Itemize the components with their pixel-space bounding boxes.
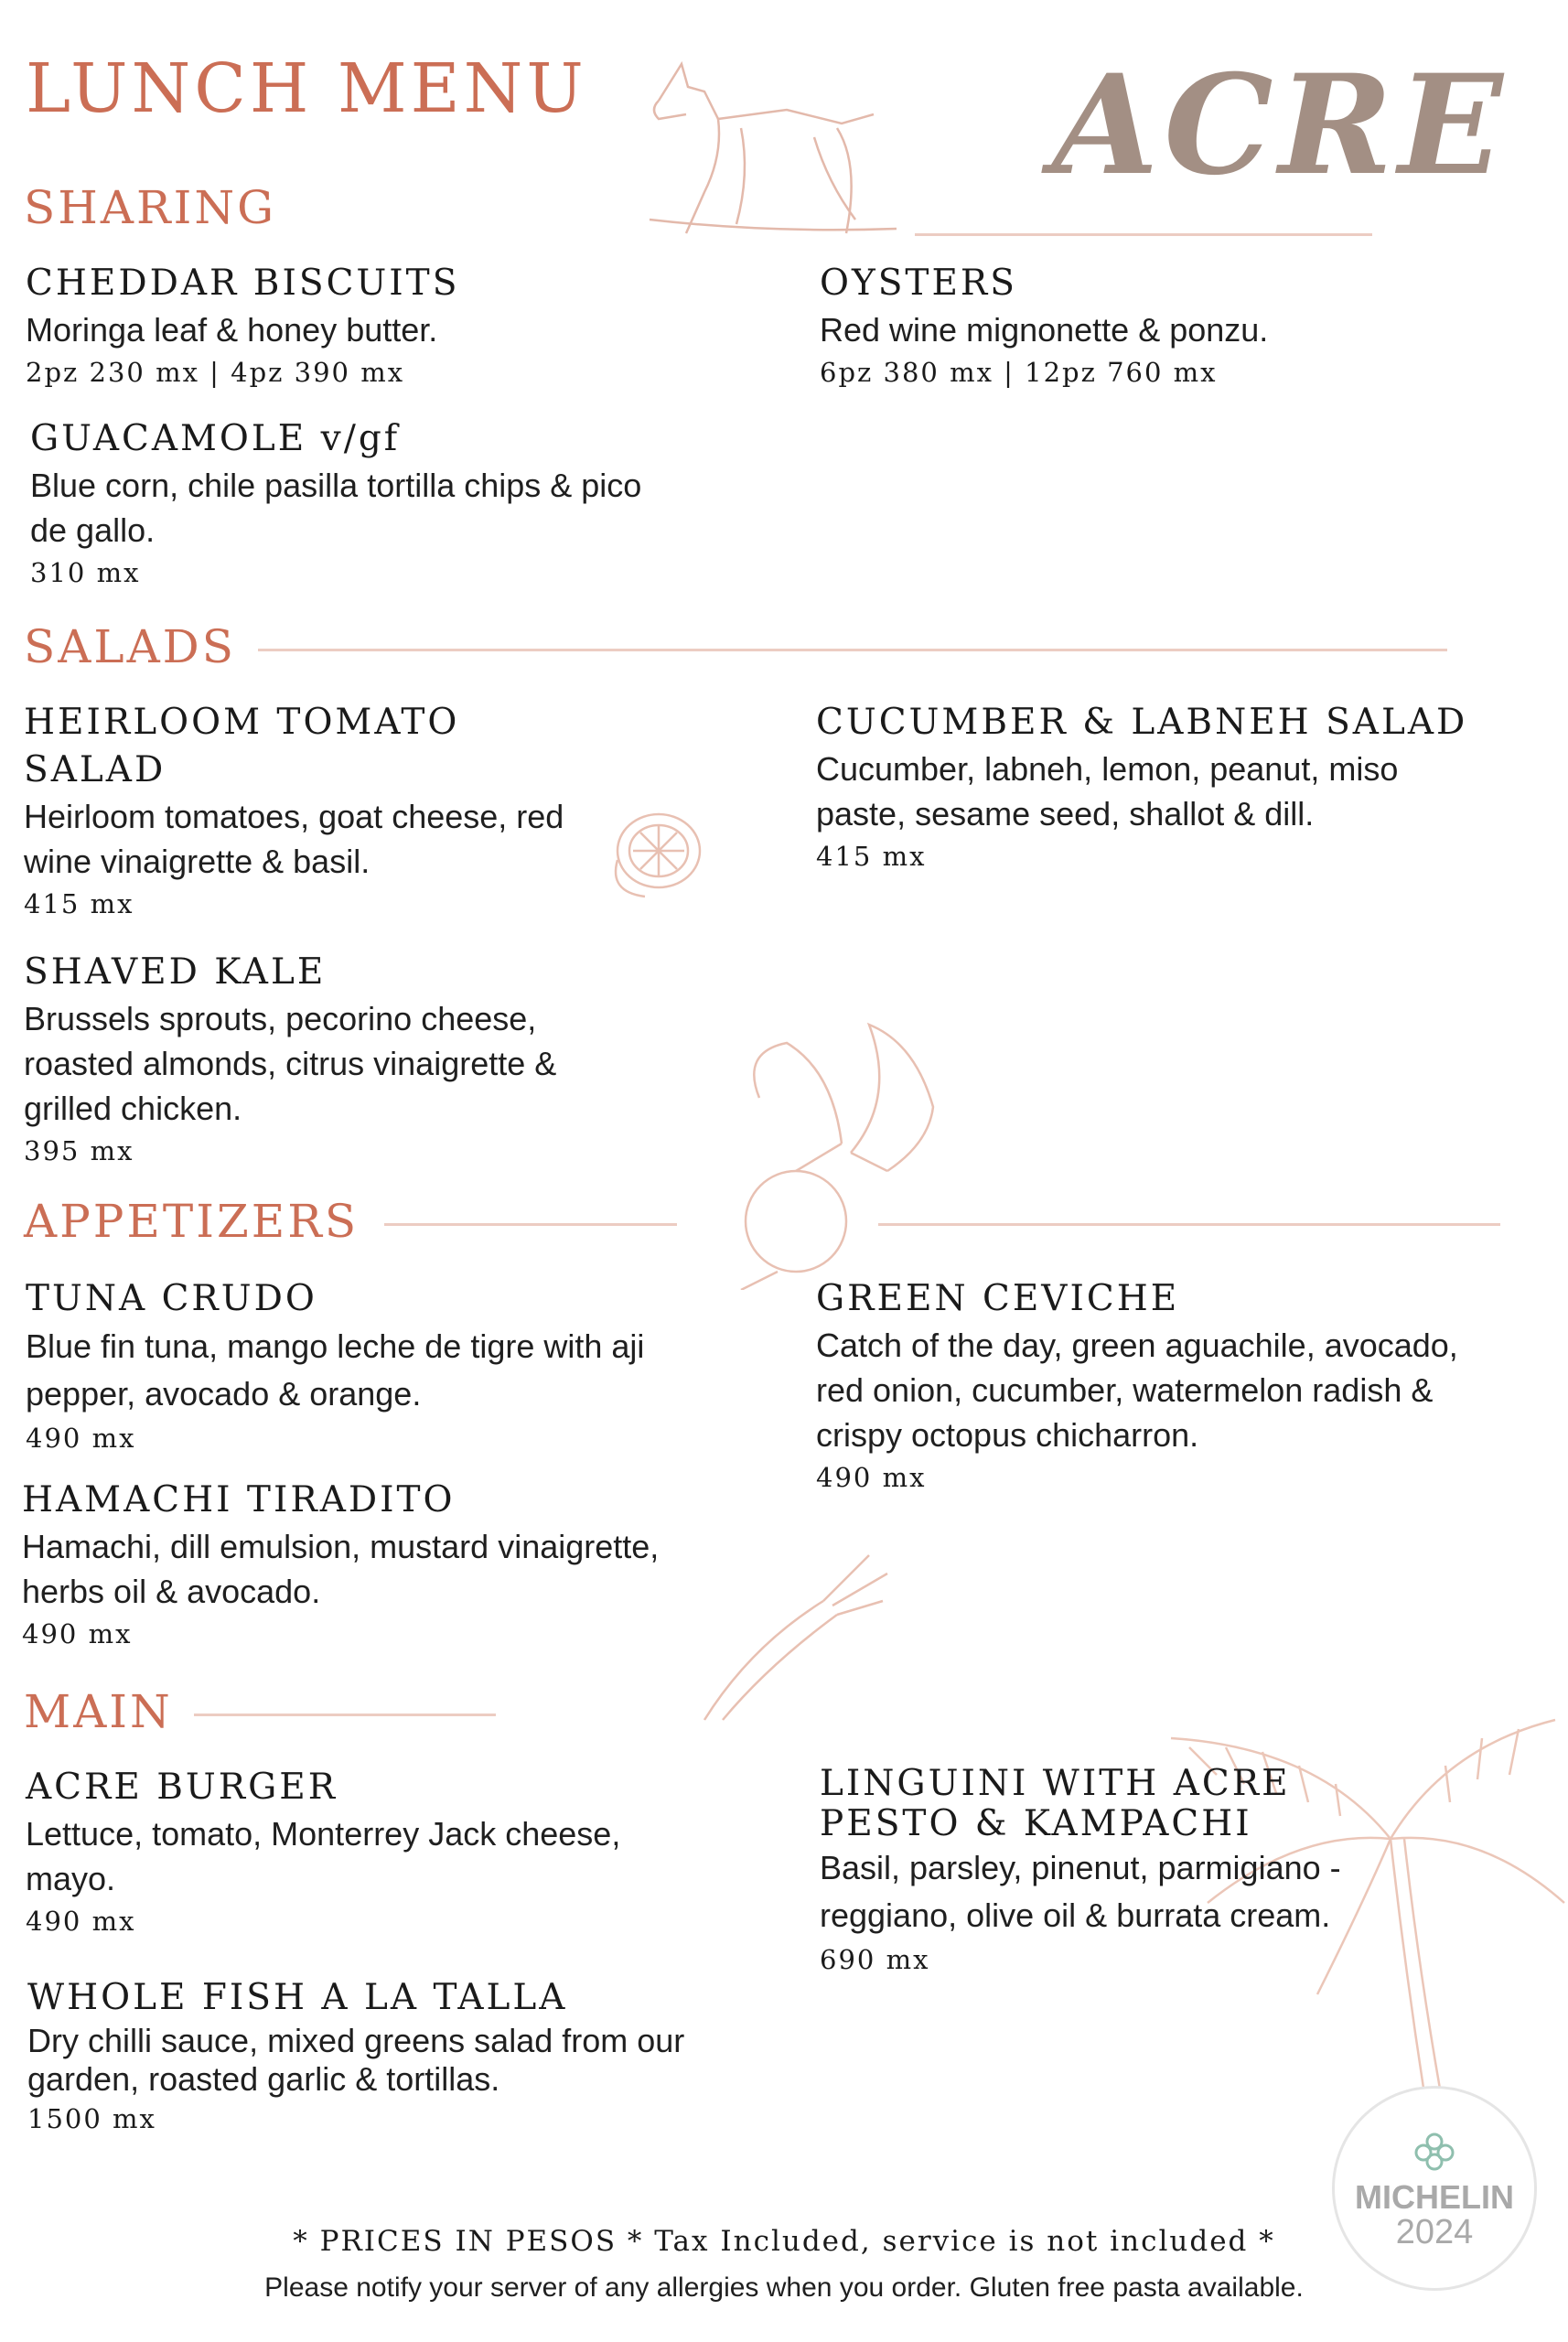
- item-price: 490 mx: [26, 1423, 136, 1454]
- item-description: Lettuce, tomato, Monterrey Jack cheese, mayo.: [26, 1815, 621, 1897]
- menu-item: [24, 699, 609, 924]
- item-price: 490 mx: [816, 1462, 927, 1493]
- menu-item: [820, 1764, 1405, 1980]
- section-rule: [194, 1714, 496, 1716]
- section-rule: [878, 1223, 1500, 1226]
- item-price: 310 mx: [30, 557, 141, 588]
- menu-item: [30, 415, 652, 593]
- menu-title: LUNCH MENU: [26, 49, 587, 128]
- item-price: 6pz 380 mx | 12pz 760 mx: [820, 357, 1218, 388]
- menu-item: [27, 1974, 704, 2139]
- item-price: 395 mx: [24, 1135, 134, 1166]
- horse-illustration-icon: [631, 37, 906, 256]
- item-name: GREEN CEVICHE: [816, 1278, 1180, 1319]
- item-price: 2pz 230 mx | 4pz 390 mx: [26, 357, 405, 388]
- beet-illustration-icon: [704, 988, 1015, 1290]
- item-price: 690 mx: [820, 1944, 930, 1975]
- item-name: OYSTERS: [820, 263, 1017, 304]
- header-rule: [915, 233, 1372, 236]
- section-title-sharing: SHARING: [24, 181, 277, 234]
- menu-item: [22, 1477, 736, 1654]
- item-description: Basil, parsley, pinenut, parmigiano - reggiano, olive oil & burrata cream.: [820, 1849, 1341, 1934]
- item-price: 415 mx: [816, 841, 927, 872]
- item-name: LINGUINI WITH ACRE PESTO & KAMPACHI: [820, 1763, 1291, 1844]
- item-price: 490 mx: [26, 1906, 136, 1937]
- section-title-main: MAIN: [24, 1685, 173, 1738]
- item-description: Dry chilli sauce, mixed greens salad from our garden, roasted garlic & tortillas.: [27, 2022, 685, 2098]
- allergy-note: Please notify your server of any allergies when you order. Gluten free pasta available.: [264, 2272, 1304, 2303]
- item-name: GUACAMOLE v/gf: [30, 418, 401, 459]
- michelin-year: 2024: [1395, 2213, 1474, 2251]
- item-price: 490 mx: [22, 1618, 133, 1649]
- item-description: Catch of the day, green aguachile, avocado, red onion, cucumber, watermelon radish & crispy octopus chicharron.: [816, 1327, 1458, 1454]
- pricing-note: * PRICES IN PESOS * Tax Included, service is not included *: [293, 2225, 1275, 2258]
- acre-logo: ACRE: [1052, 45, 1509, 206]
- item-description: Moringa leaf & honey butter.: [26, 311, 438, 349]
- section-rule: [258, 649, 1447, 651]
- item-name: SHAVED KALE: [24, 951, 327, 993]
- menu-item: [26, 1764, 703, 1941]
- item-price: 415 mx: [24, 888, 134, 919]
- item-name: HAMACHI TIRADITO: [22, 1479, 456, 1520]
- item-name: TUNA CRUDO: [26, 1278, 317, 1319]
- item-name: CUCUMBER & LABNEH SALAD: [816, 702, 1468, 743]
- item-name: ACRE BURGER: [26, 1767, 338, 1808]
- menu-item: [816, 1275, 1530, 1498]
- item-name: WHOLE FISH A LA TALLA: [27, 1977, 568, 2018]
- michelin-flower-icon: [1412, 2131, 1457, 2173]
- item-name: CHEDDAR BISCUITS: [26, 263, 460, 304]
- item-description: Heirloom tomatoes, goat cheese, red wine vinaigrette & basil.: [24, 798, 564, 880]
- item-description: Cucumber, labneh, lemon, peanut, miso paste, sesame seed, shallot & dill.: [816, 750, 1399, 833]
- item-name: HEIRLOOM TOMATO SALAD: [24, 702, 460, 790]
- section-rule: [384, 1223, 677, 1226]
- item-description: Brussels sprouts, pecorino cheese, roasted almonds, citrus vinaigrette & grilled chicken.: [24, 1000, 557, 1127]
- menu-item: [820, 260, 1515, 392]
- michelin-label: MICHELIN: [1355, 2178, 1514, 2216]
- item-description: Blue fin tuna, mango leche de tigre with aji pepper, avocado & orange.: [26, 1327, 645, 1413]
- menu-item: [26, 1275, 721, 1458]
- michelin-badge: [1332, 2086, 1537, 2291]
- menu-item: [24, 949, 646, 1171]
- item-description: Red wine mignonette & ponzu.: [820, 311, 1269, 349]
- menu-item: [816, 699, 1475, 876]
- item-description: Blue corn, chile pasilla tortilla chips & pico de gallo.: [30, 467, 642, 549]
- item-price: 1500 mx: [27, 2103, 156, 2134]
- section-title-appetizers: APPETIZERS: [24, 1195, 360, 1248]
- item-description: Hamachi, dill emulsion, mustard vinaigrette, herbs oil & avocado.: [22, 1528, 660, 1610]
- section-title-salads: SALADS: [24, 620, 237, 673]
- menu-item: [26, 260, 721, 392]
